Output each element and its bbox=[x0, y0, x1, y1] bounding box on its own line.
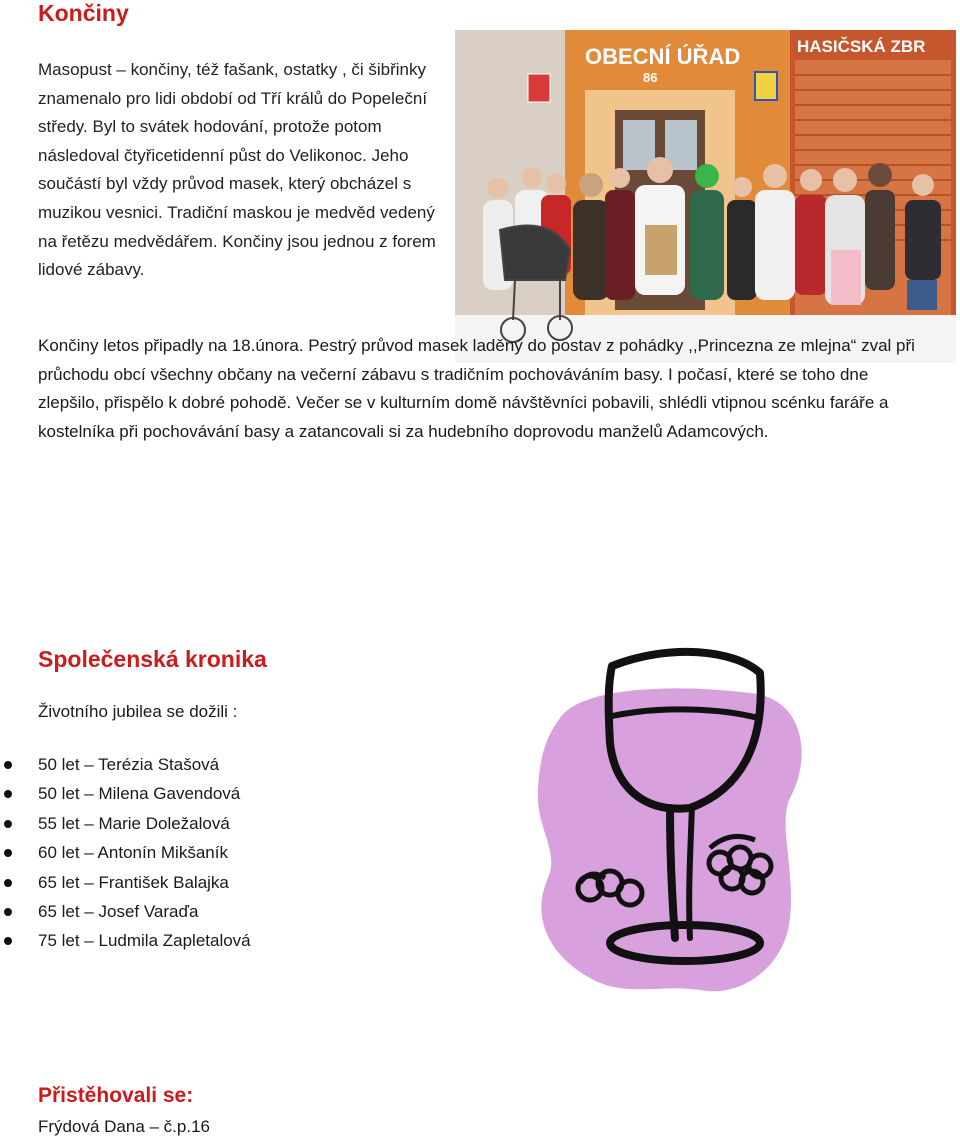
list-item: 50 let – Milena Gavendová bbox=[0, 779, 251, 808]
list-item: 65 let – Josef Varaďa bbox=[0, 897, 251, 926]
section-title-kronika: Společenská kronika bbox=[38, 646, 267, 672]
section-title-prist: Přistěhovali se: bbox=[38, 1084, 194, 1107]
list-item: 65 let – František Balajka bbox=[0, 868, 251, 897]
list-item: 50 let – Terézia Stašová bbox=[0, 750, 251, 779]
newcomer-entry: Frýdová Dana – č.p.16 bbox=[38, 1117, 210, 1136]
carnival-procession-photo bbox=[455, 30, 956, 363]
wine-glass-illustration bbox=[520, 638, 815, 998]
list-item: 75 let – Ludmila Zapletalová bbox=[0, 926, 251, 955]
konciny-paragraph-2: Končiny letos připadly na 18.února. Pestrý průvod masek laděný do postav z pohádky ,,Princezna ze mlejna“ zval při průchodu obcí všechny občany na večerní zábavu s tradičním pochováváním basy. I počasí, které se toho dne zlepšilo, přispělo k dobré pohodě. Večer se v kulturním domě návštěvníci pobavili, shlédli vtipnou scénku faráře a kostelníka při pochovávání basy a zatancovali si za hudebního doprovodu manželů Adamcových. bbox=[38, 336, 915, 441]
jubilee-list bbox=[0, 750, 251, 956]
jubilee-intro: Životního jubilea se dožili : bbox=[38, 702, 238, 721]
sign-hasicska: HASIČSKÁ ZBR bbox=[797, 37, 926, 56]
sign-obecni-urad: OBECNÍ ÚŘAD bbox=[585, 44, 741, 69]
list-item: 55 let – Marie Doležalová bbox=[0, 809, 251, 838]
konciny-paragraph-1: Masopust – končiny, též fašank, ostatky , či šibřinky znamenalo pro lidi období od Tří králů do Popeleční středy. Byl to svátek hodování, protože potom následoval čtyřicetidenní půst do Velikonoc. Jeho součástí byl vždy průvod masek, který obcházel s muzikou vesnici. Tradiční maskou je medvěd vedený na řetězu medvědářem. Končiny jsou jednou z forem lidové zábavy. bbox=[38, 60, 436, 280]
section-title-konciny: Končiny bbox=[38, 0, 129, 26]
list-item: 60 let – Antonín Mikšaník bbox=[0, 838, 251, 867]
sign-house-number: 86 bbox=[643, 70, 658, 85]
